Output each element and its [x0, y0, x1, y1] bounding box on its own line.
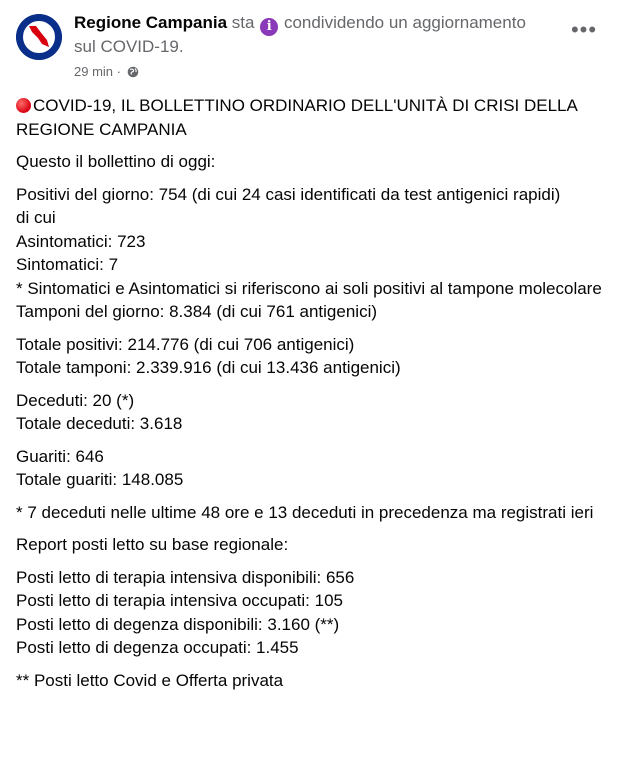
post-header	[16, 10, 606, 84]
post-time-link[interactable]: 29 min	[74, 64, 114, 79]
post-intro: Questo il bollettino di oggi:	[16, 152, 216, 171]
globe-icon[interactable]	[127, 66, 139, 78]
action-prefix: sta	[231, 13, 255, 32]
meta-separator: ·	[116, 64, 121, 79]
beds-section	[16, 566, 606, 660]
daily-positives: Positivi del giorno: 754 (di cui 24 casi identificati da test antigenici rapidi)	[16, 184, 561, 204]
asymptomatic: Asintomatici: 723	[16, 231, 146, 251]
page-name-link[interactable]: Regione Campania	[74, 13, 228, 32]
recovered-section	[16, 445, 606, 492]
more-options-button[interactable]: •••	[570, 17, 598, 42]
deaths-note: * 7 deceduti nelle ultime 48 ore e 13 deceduti in precedenza ma registrati ieri	[16, 502, 594, 522]
deaths-section	[16, 389, 606, 436]
regione-campania-logo-icon	[16, 14, 62, 60]
post-title: COVID-19, IL BOLLETTINO ORDINARIO DELL'UNITÀ DI CRISI DELLA REGIONE CAMPANIA	[16, 96, 577, 139]
post-author-line	[74, 12, 544, 58]
red-circle-icon	[16, 98, 31, 113]
recovered: Guariti: 646	[16, 446, 104, 466]
icu-beds-available: Posti letto di terapia intensiva disponibili: 656	[16, 567, 355, 587]
totals-section	[16, 333, 606, 380]
total-positives: Totale positivi: 214.776 (di cui 706 antigenici)	[16, 334, 355, 354]
daily-swabs: Tamponi del giorno: 8.384 (di cui 761 antigenici)	[16, 302, 378, 321]
beds-intro: Report posti letto su base regionale:	[16, 535, 289, 554]
info-icon: i	[260, 18, 278, 36]
daily-of-which: di cui	[16, 208, 56, 227]
total-recovered: Totale guariti: 148.085	[16, 470, 184, 489]
deaths: Deceduti: 20 (*)	[16, 390, 135, 410]
symptomatic-note: * Sintomatici e Asintomatici si riferiscono ai soli positivi al tampone molecolare	[16, 278, 602, 298]
post-meta	[74, 64, 139, 80]
beds-note: ** Posti letto Covid e Offerta privata	[16, 670, 284, 690]
total-swabs: Totale tamponi: 2.339.916 (di cui 13.436 antigenici)	[16, 358, 401, 377]
action-text: condividendo un aggiornamento sul COVID-19.	[74, 13, 526, 56]
daily-section	[16, 183, 606, 324]
avatar[interactable]	[16, 14, 62, 60]
icu-beds-occupied: Posti letto di terapia intensiva occupati: 105	[16, 591, 343, 610]
ward-beds-occupied: Posti letto di degenza occupati: 1.455	[16, 638, 299, 657]
ward-beds-available: Posti letto di degenza disponibili: 3.160 (**)	[16, 614, 340, 634]
symptomatic: Sintomatici: 7	[16, 255, 119, 274]
post-body	[16, 94, 606, 701]
total-deaths: Totale deceduti: 3.618	[16, 414, 183, 433]
